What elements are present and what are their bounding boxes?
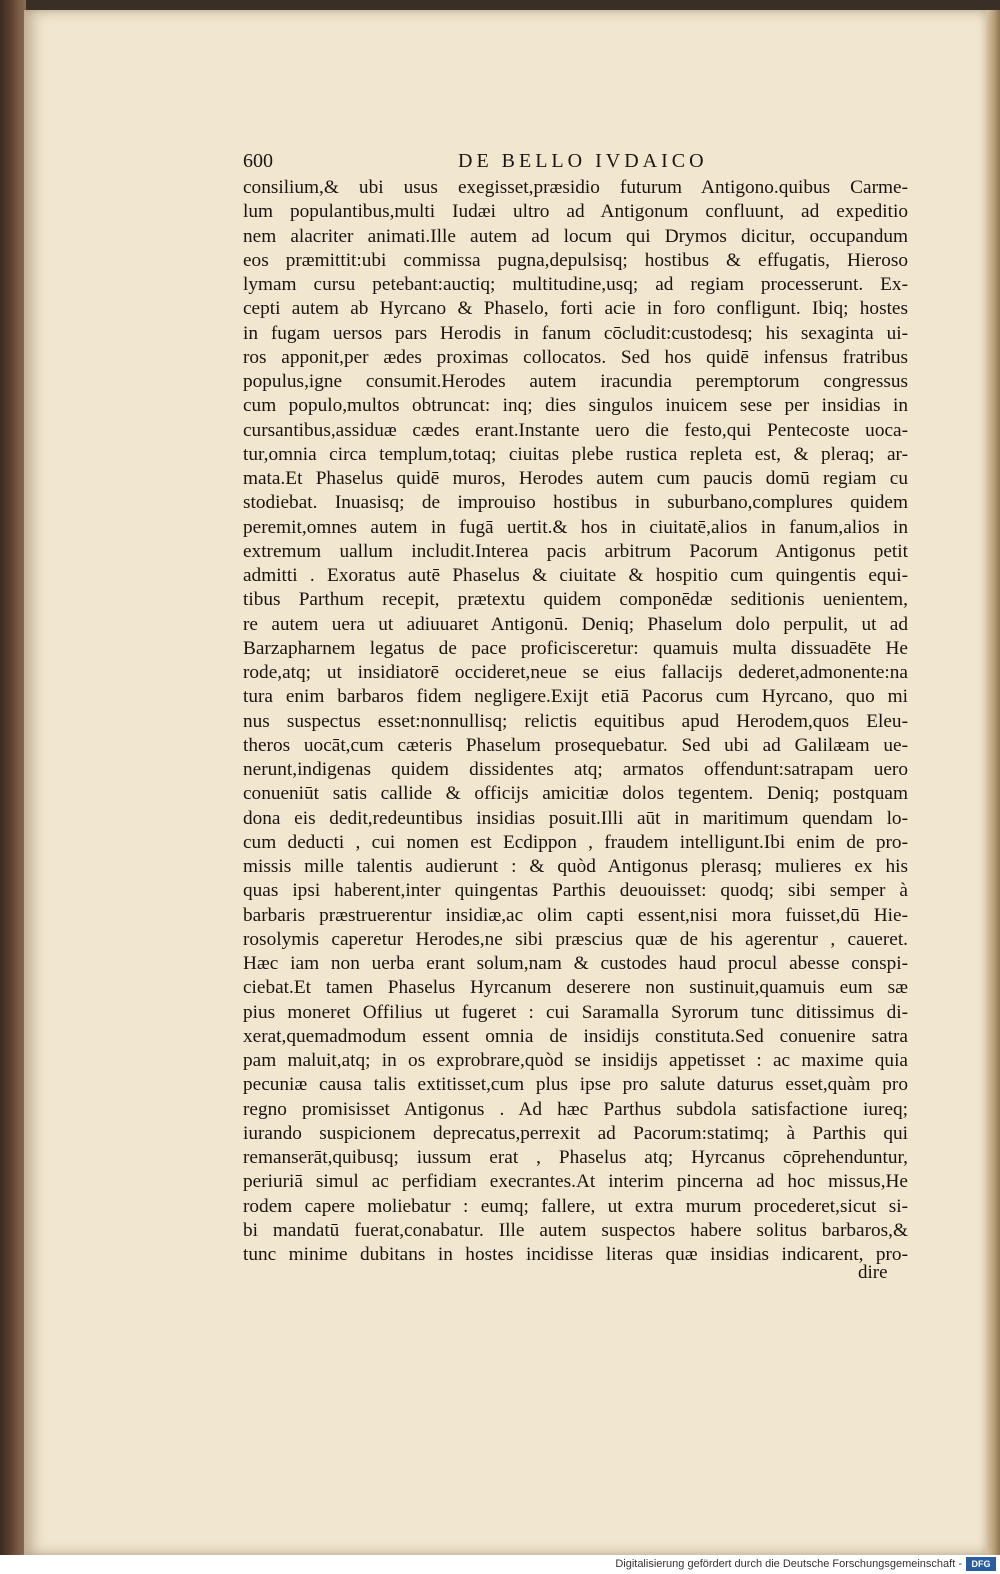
text-line: bi mandatū fuerat,conabatur. Ille autem suspectos habere solitus barbaros,& xyxy=(243,1219,908,1241)
book-spine xyxy=(0,0,26,1574)
text-line: ciebat.Et tamen Phaselus Hyrcanum deserere non sustinuit,quamuis eum sæ xyxy=(243,977,908,999)
text-line: in fugam uersos pars Herodis in fanum cōcludit:custodesq; his sexaginta ui- xyxy=(243,322,908,344)
text-line: consilium,& ubi usus exegisset,præsidio futurum Antigono.quibus Carme- xyxy=(243,177,908,198)
text-line: nus suspectus esset:nonnullisq; relictis equitibus apud Herodem,quos Eleu- xyxy=(243,710,908,732)
page-edge xyxy=(986,10,1000,1555)
text-line: xerat,quemadmodum essent omnia de insidijs constituta.Sed conuenire satra xyxy=(243,1025,908,1047)
page-number: 600 xyxy=(243,150,273,172)
text-line: theros uocāt,cum cæteris Phaselum prosequebatur. Sed ubi ad Galilæam ue- xyxy=(243,734,908,756)
text-line: rosolymis caperetur Herodes,ne sibi præscius quæ de his agerentur , caueret. xyxy=(243,928,908,950)
text-line: periuriā simul ac perfidiam execrantes.At interim pincerna ad hoc missus,He xyxy=(243,1171,908,1193)
running-head xyxy=(243,150,905,176)
text-line: re autem uera ut adiuuaret Antigonū. Deniq; Phaselum dolo perpulit, ut ad xyxy=(243,613,908,635)
text-line: dona eis dedit,redeuntibus insidias posuit.Illi aūt in maritimum quendam lo- xyxy=(243,807,908,829)
text-line: cepti autem ab Hyrcano & Phaselo, forti acie in foro confligunt. Ibiq; hostes xyxy=(243,298,908,320)
footer-bar xyxy=(0,1555,1000,1574)
text-line: pius moneret Offilius ut fugeret : cui Saramalla Syrorum tunc ditissimus di- xyxy=(243,1001,908,1023)
text-line: cum populo,multos obtruncat: inq; dies singulos inuicem sese per insidias in xyxy=(243,395,908,417)
text-line: missis mille talentis audierunt : & quòd Antigonus plerasq; mulieres ex his xyxy=(243,856,908,877)
text-line: populus,igne consumit.Herodes autem iracundia peremptorum congressus xyxy=(243,371,908,392)
text-line: stodiebat. Inuasisq; de improuiso hostibus in suburbano,complures quidem xyxy=(243,492,908,514)
text-line: admitti . Exoratus autē Phaselus & ciuitate & hospitio cum quingentis equi- xyxy=(243,565,908,586)
text-line: nem alacriter animati.Ille autem ad locum qui Drymos dicitur, occupandum xyxy=(243,225,908,247)
text-line: mata.Et Phaselus quidē muros, Herodes autem cum paucis domū regiam cu xyxy=(243,468,908,489)
text-line: tunc minime dubitans in hostes incidisse literas quæ insidias indicarent, pro- xyxy=(243,1244,908,1265)
text-line: Hæc iam non uerba erant solum,nam & custodes haud procul abesse conspi- xyxy=(243,953,908,974)
text-line: eos præmittit:ubi commissa pugna,depulsisq; hostibus & effugatis, Hieroso xyxy=(243,249,908,271)
text-line: cum deducti , cui nomen est Ecdippon , fraudem intelligunt.Ibi enim de pro- xyxy=(243,831,908,853)
text-line: pam maluit,atq; in os exprobrare,quòd se insidijs appetisset : ac maxime quia xyxy=(243,1050,908,1071)
text-line: regno promisisset Antigonus . Ad hæc Parthus subdola satisfactione iureq; xyxy=(243,1098,908,1120)
text-line: rode,atq; ut insidiatorē occideret,neue se eius fallacijs dederet,admonente:na xyxy=(243,662,908,683)
dfg-logo: DFG xyxy=(966,1557,996,1571)
text-line: iurando suspicionem deprecatus,perrexit ad Pacorum:statimq; à Parthis qui xyxy=(243,1122,908,1144)
text-line: conueniūt satis callide & officijs amicitiæ dolos tegentem. Deniq; postquam xyxy=(243,783,908,805)
text-line: barbaris præstruerentur insidiæ,ac olim capti essent,nisi mora fuisset,dū Hie- xyxy=(243,904,908,926)
text-line: nerunt,indigenas quidem dissidentes atq; armatos offendunt:satrapam uero xyxy=(243,759,908,780)
body-text xyxy=(243,176,908,1267)
text-line: peremit,omnes autem in fugā uertit.& hos in ciuitatē,alios in fanum,alios in xyxy=(243,516,908,538)
running-title: DE BELLO IVDAICO xyxy=(458,150,708,172)
text-line: remanserāt,quibusq; iussum erat , Phaselus atq; Hyrcanus cōprehenduntur, xyxy=(243,1147,908,1168)
text-line: cursantibus,assiduæ cædes erant.Instante uero die festo,qui Pentecoste uoca- xyxy=(243,419,908,441)
text-line: pecuniæ causa talis extitisset,cum plus ipse pro salute daturus esset,quàm pro xyxy=(243,1074,908,1096)
text-line: tibus Parthum recepit, prætextu quidem componēdæ seditionis uenientem, xyxy=(243,589,908,611)
text-line: lum populantibus,multi Iudæi ultro ad Antigonum confluunt, ad expeditio xyxy=(243,201,908,223)
text-line: rodem capere moliebatur : eumq; fallere, ut extra murum procederet,sicut si- xyxy=(243,1195,908,1217)
funding-credit: Digitalisierung gefördert durch die Deutsche Forschungsgemeinschaft - xyxy=(615,1558,962,1570)
text-line: lymam cursu petebant:auctiq; multitudine,usq; ad regiam processerunt. Ex- xyxy=(243,274,908,295)
text-line: extremum uallum includit.Interea pacis arbitrum Pacorum Antigonus petit xyxy=(243,540,908,562)
text-line: quas ipsi haberent,inter quingentas Parthis deuouisset: quodq; sibi semper à xyxy=(243,880,908,902)
text-line: Barzapharnem legatus de pace proficisceretur: quamuis multa dissuadēte He xyxy=(243,637,908,659)
text-line: ros apponit,per ædes proximas collocatos. Sed hos quidē infensus fratribus xyxy=(243,346,908,368)
catchword: dire xyxy=(858,1262,888,1283)
text-line: tura enim barbaros fidem negligere.Exijt etiā Pacorus cum Hyrcano, quo mi xyxy=(243,686,908,708)
text-line: tur,omnia circa templum,totaq; ciuitas plebe rustica repleta est, & pleraq; ar- xyxy=(243,443,908,465)
